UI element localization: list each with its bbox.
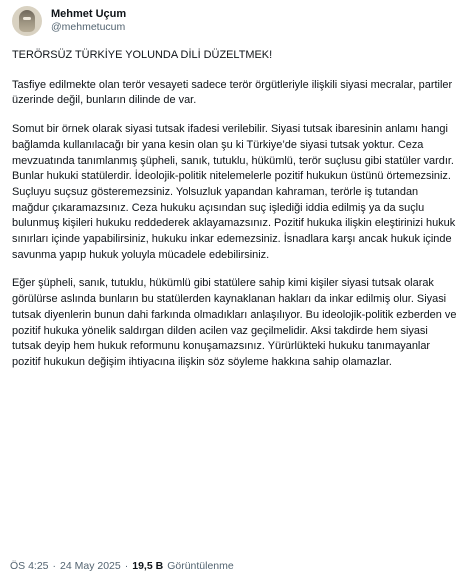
avatar-portrait-shape: [19, 10, 35, 32]
post-paragraph-2: Somut bir örnek olarak siyasi tutsak ifadesi verilebilir. Siyasi tutsak ibaresinin anlamı hangi bağlamda kullanılacağı bir yana kesin olan şu ki Türkiye’de siyasi tutsak yoktur. Ceza mevzuatında tanımlanmış şüpheli, sanık, tutuklu, hükümlü, terör suçlusu gibi statüler vardır. Bunlar hukuki statülerdir. İdeolojik-politik nitelemelerle pozitif hukukun üstünü örtemezsiniz. Suçluyu suçsuz gösteremezsiniz. Yolsuzluk yapandan kahraman, terörle iş tutandan mağdur çıkaramazsınız. Ceza hukuku açısından suç işlediği iddia edilmiş ya da suçlu bulunmuş kişileri hukuku reddederek aklayamazsınız. Pozitif hukuka ilişkin eleştirinizi hukuk sınırları içinde yapabilirsiniz, hukuku inkar edemezsiniz. İsnadlara karşı ancak hukuk içinde savunma yapıp hukuk yoluyla mücadele edebilirsiniz.: [12, 123, 456, 261]
profile-avatar-icon[interactable]: [12, 6, 42, 36]
post-time[interactable]: ÖS 4:25: [10, 560, 49, 572]
post-meta: [10, 560, 234, 572]
meta-separator: ·: [124, 560, 129, 572]
meta-separator: ·: [52, 560, 57, 572]
views-label: Görüntülenme: [167, 560, 234, 572]
post-header: [12, 4, 456, 38]
author-handle[interactable]: @mehmetucum: [51, 21, 126, 34]
post-paragraph-3: Eğer şüpheli, sanık, tutuklu, hükümlü gibi statülere sahip kimi kişiler siyasi tutsak olarak görülürse aslında bunların bu statülerden kaynaklanan hakları da inkar edilmiş olur. Siyasi tutsak diyenlerin bunun dahi farkında olmadıkları anlaşılıyor. Bu ideolojik-politik ezberden ve pozitif hukuka yönelik saldırgan dilden acilen vaz geçilmelidir. Aksi takdirde hem siyasi tutsak deyip hem hukuk reformunu konuşamazsınız. Yürürlükteki hukuku tanımayanlar pozitif hukukun değişim ihtiyacına ilişkin söz söyleme hakkına sahip olamazlar.: [12, 277, 457, 368]
author-identity: [51, 9, 126, 34]
views-count: 19,5 B: [132, 560, 164, 572]
post-content: [12, 48, 458, 384]
post-date[interactable]: 24 May 2025: [60, 560, 121, 572]
post-title: TERÖRSÜZ TÜRKİYE YOLUNDA DİLİ DÜZELTMEK!: [12, 49, 273, 61]
author-display-name[interactable]: Mehmet Uçum: [51, 7, 127, 20]
post-paragraph-1: Tasfiye edilmekte olan terör vesayeti sadece terör örgütleriyle ilişkili siyasi mecralar, partiler üzerinde değil, bunların dilinde de var.: [12, 78, 453, 107]
